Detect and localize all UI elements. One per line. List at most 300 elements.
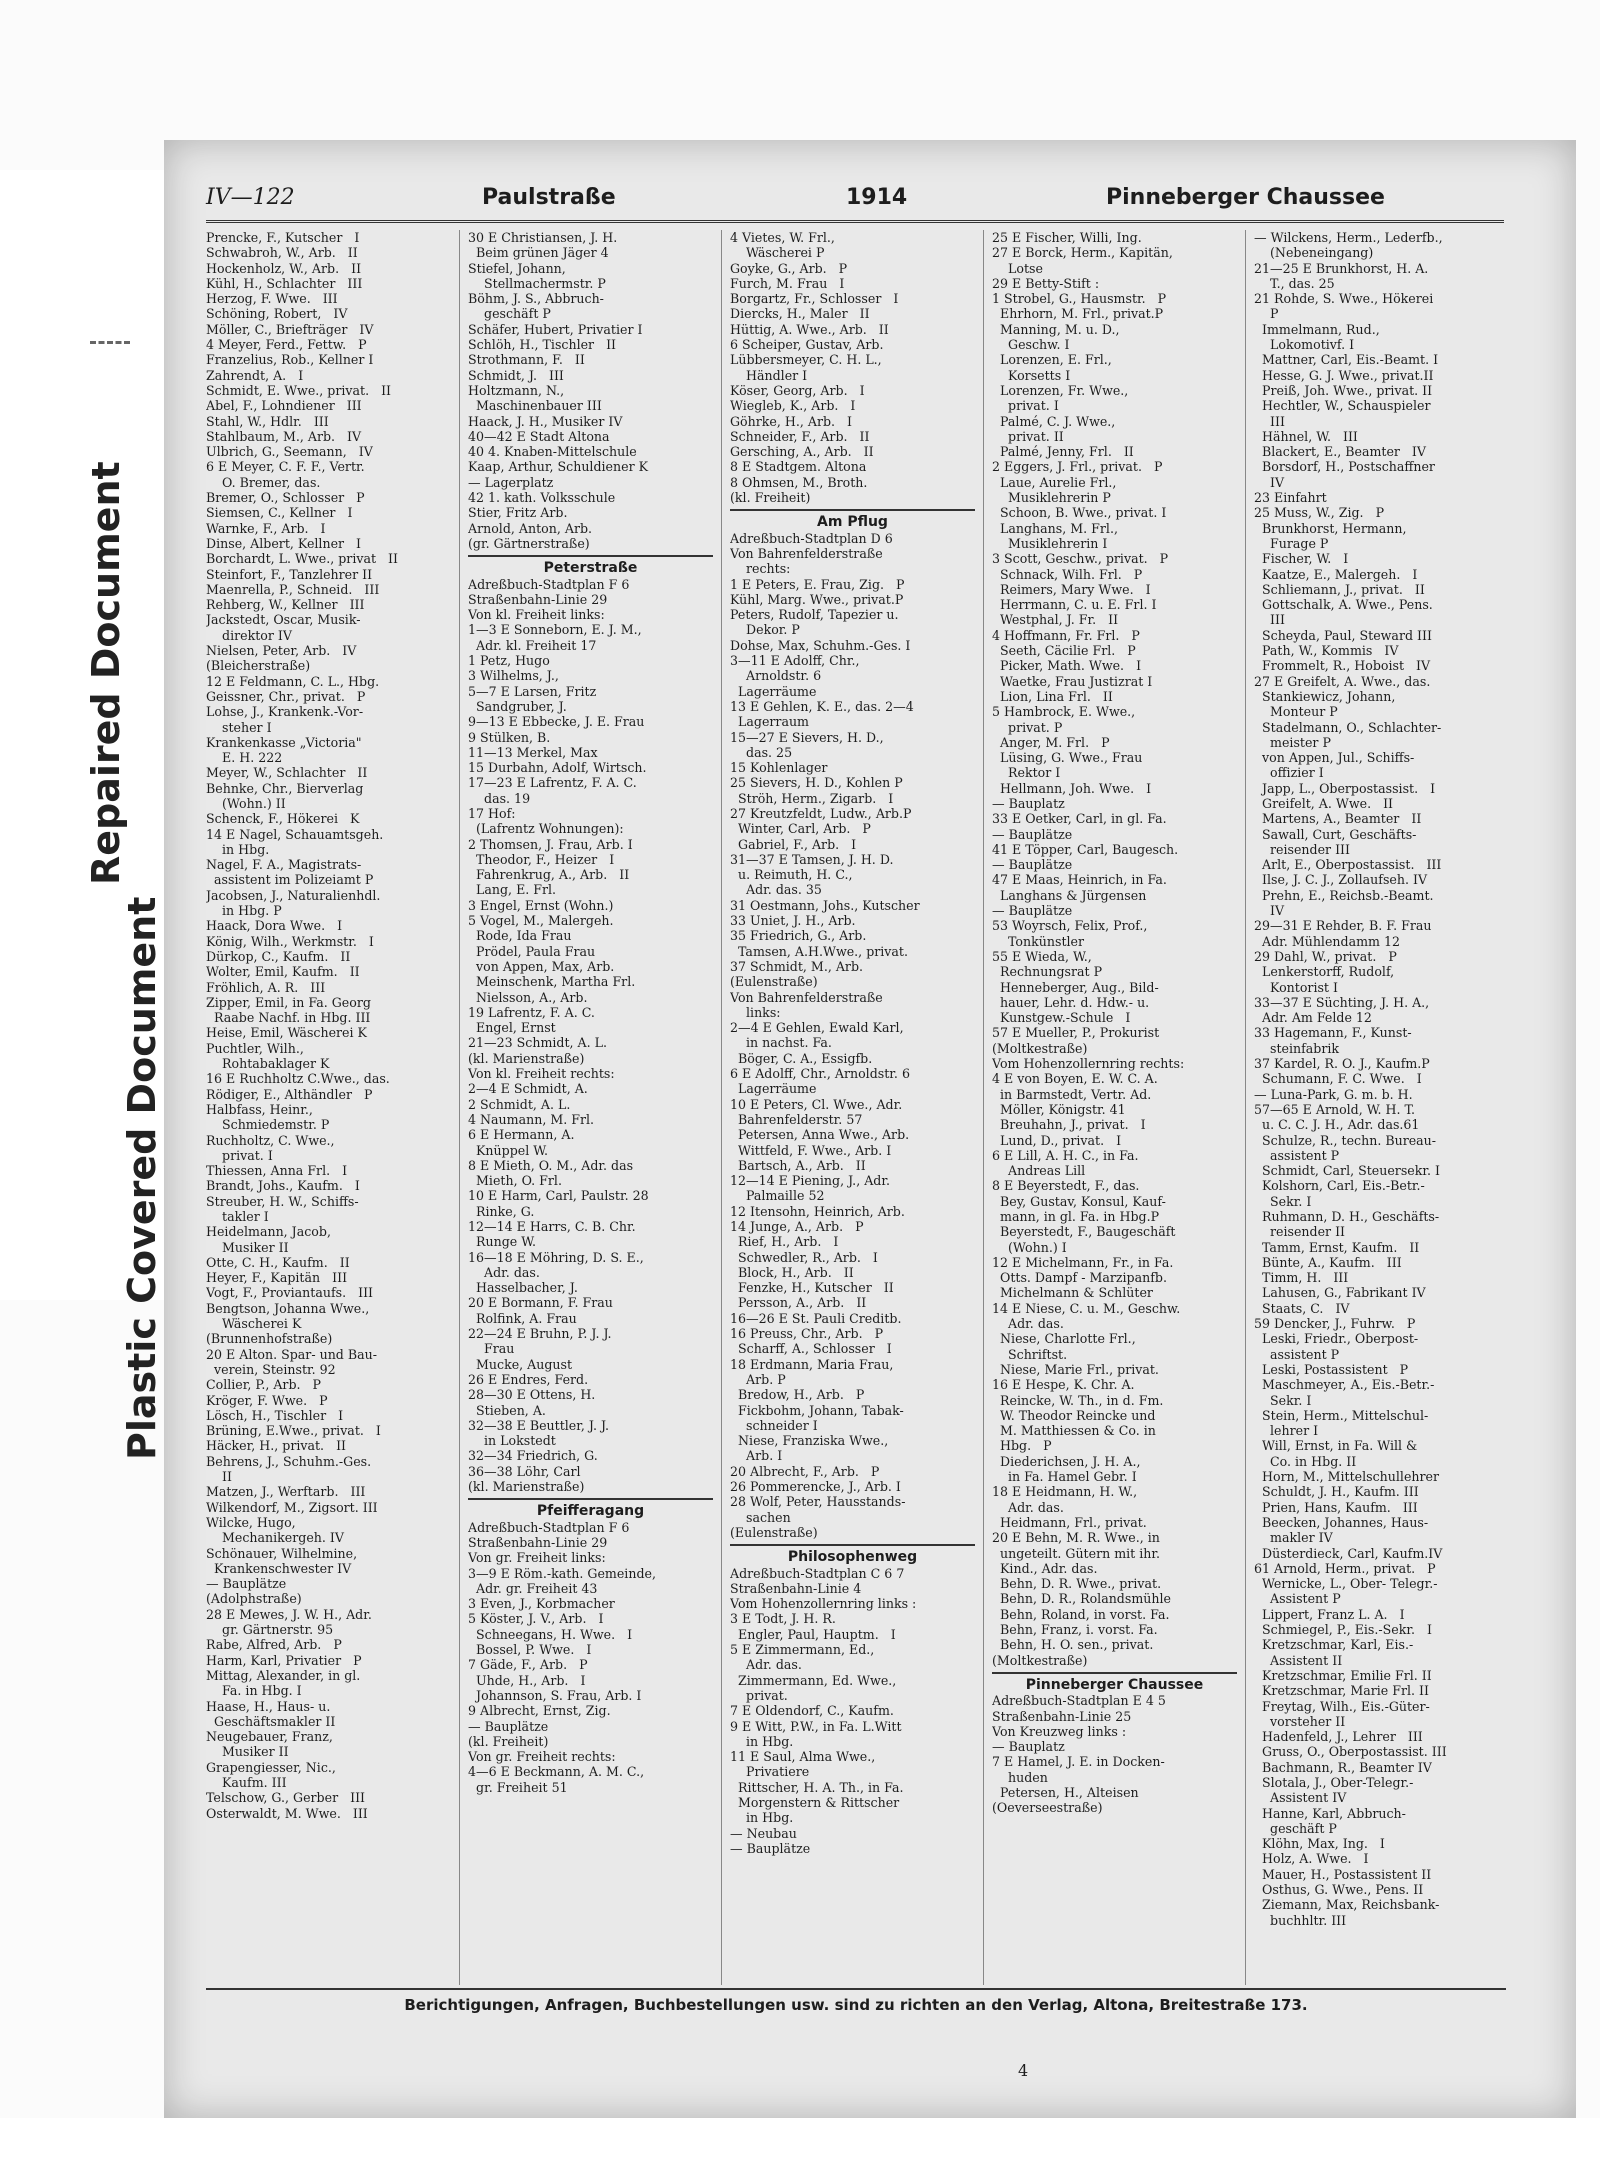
directory-entry: Prencke, F., Kutscher I: [206, 230, 360, 245]
directory-entry: Fenzke, H., Kutscher II: [730, 1280, 894, 1296]
directory-entry: Kunstgew.-Schule I: [992, 1010, 1131, 1026]
directory-entry: 9 E Witt, P.W., in Fa. L.Witt: [730, 1718, 902, 1734]
directory-entry: Goyke, G., Arb. P: [730, 260, 848, 276]
column-divider: [1245, 230, 1246, 1985]
directory-entry: (gr. Gärtnerstraße): [468, 535, 590, 551]
directory-entry: Runge W.: [468, 1234, 536, 1250]
directory-entry: Kröger, F. Wwe. P: [206, 1392, 328, 1408]
directory-entry: assistent P: [1254, 1147, 1340, 1163]
directory-entry: Freytag, Wilh., Eis.-Güter-: [1254, 1698, 1430, 1714]
directory-entry: schneider I: [730, 1417, 818, 1433]
directory-entry: 6 Scheiper, Gustav, Arb.: [730, 337, 884, 353]
section-rule: [468, 555, 713, 557]
directory-entry: Puchtler, Wilh.,: [206, 1040, 304, 1056]
directory-entry: Schmidt, Carl, Steuersekr. I: [1254, 1163, 1440, 1179]
directory-entry: 11—13 Merkel, Max: [468, 744, 598, 760]
directory-entry: — Bauplätze: [730, 1840, 811, 1856]
directory-entry: Hasselbacher, J.: [468, 1280, 578, 1296]
directory-entry: Böhm, J. S., Abbruch-: [468, 291, 604, 307]
directory-entry: Geschäftsmakler II: [206, 1713, 336, 1729]
directory-entry: Göhrke, H., Arb. I: [730, 413, 853, 429]
directory-entry: Maschmeyer, A., Eis.-Betr.-: [1254, 1377, 1435, 1393]
page-header: [206, 185, 1516, 225]
section-rule: [730, 1544, 975, 1546]
directory-entry: Kretzschmar, Karl, Eis.-: [1254, 1637, 1414, 1653]
directory-entry: Adr. das.: [468, 1264, 540, 1280]
directory-entry: Peters, Rudolf, Tapezier u.: [730, 607, 899, 623]
directory-entry: Osthus, G. Wwe., Pens. II: [1254, 1882, 1424, 1898]
directory-entry: Frommelt, R., Hoboist IV: [1254, 658, 1431, 674]
directory-entry: W. Theodor Reincke und: [992, 1407, 1156, 1423]
directory-entry: (Eulenstraße): [730, 974, 818, 990]
directory-entry: 13 E Gehlen, K. E., das. 2—4: [730, 698, 914, 714]
directory-entry: Düsterdieck, Carl, Kaufm.IV: [1254, 1545, 1443, 1561]
directory-entry: von Appen, Max, Arb.: [468, 958, 615, 974]
directory-entry: 40 4. Knaben-Mittelschule: [468, 444, 637, 460]
directory-entry: 7 E Hamel, J. E. in Docken-: [992, 1754, 1165, 1770]
directory-entry: 37 Kardel, R. O. J., Kaufm.P: [1254, 1056, 1430, 1072]
directory-entry: Geissner, Chr., privat. P: [206, 688, 366, 704]
directory-entry: Rohtabaklager K: [206, 1056, 330, 1072]
side-label-strip: [0, 170, 187, 1460]
directory-entry: 33 Hagemann, F., Kunst-: [1254, 1025, 1412, 1041]
page-number: IV—122: [206, 185, 295, 210]
directory-entry: 5—7 E Larsen, Fritz: [468, 683, 597, 699]
directory-entry: Maschinenbauer III: [468, 398, 602, 414]
directory-entry: Staats, C. IV: [1254, 1300, 1350, 1316]
directory-entry: 23 Einfahrt: [1254, 490, 1327, 506]
directory-entry: Reimers, Mary Wwe. I: [992, 581, 1151, 597]
directory-entry: Herzog, F. Wwe. III: [206, 291, 338, 307]
directory-entry: Stahl, W., Hdlr. III: [206, 413, 329, 429]
directory-entry: 9 Stülken, B.: [468, 729, 551, 745]
directory-entry: Thiessen, Anna Frl. I: [206, 1163, 348, 1179]
directory-entry: Path, W., Kommis IV: [1254, 643, 1399, 659]
directory-entry: Hähnel, W. III: [1254, 428, 1358, 444]
directory-entry: Palmé, Jenny, Frl. II: [992, 444, 1134, 460]
directory-entry: Schönauer, Wilhelmine,: [206, 1545, 358, 1561]
directory-entry: 3—9 E Röm.-kath. Gemeinde,: [468, 1565, 656, 1581]
directory-entry: 18 E Heidmann, H. W.,: [992, 1484, 1138, 1500]
directory-entry: (kl. Freiheit): [730, 490, 811, 506]
directory-entry: u. Reimuth, H. C.,: [730, 867, 853, 883]
directory-entry: 15 Durbahn, Adolf, Wirtsch.: [468, 760, 647, 776]
directory-entry: Hellmann, Joh. Wwe. I: [992, 780, 1152, 796]
directory-entry: 11 E Saul, Alma Wwe.,: [730, 1749, 876, 1765]
directory-entry: 29—31 E Rehder, B. F. Frau: [1254, 918, 1432, 934]
directory-entry: assistent P: [1254, 1346, 1340, 1362]
directory-entry: Borchardt, L. Wwe., privat II: [206, 551, 398, 567]
directory-entry: privat. I: [206, 1147, 273, 1163]
directory-entry: Osterwaldt, M. Wwe. III: [206, 1805, 368, 1821]
directory-entry: Straßenbahn-Linie 29: [468, 591, 608, 607]
directory-entry: 9—13 E Ebbecke, J. E. Frau: [468, 714, 645, 730]
directory-entry: Möller, C., Briefträger IV: [206, 321, 374, 337]
directory-entry: Köser, Georg, Arb. I: [730, 382, 865, 398]
directory-entry: (kl. Freiheit): [468, 1733, 549, 1749]
directory-entry: offizier I: [1254, 765, 1324, 781]
directory-entry: Ruchholtz, C. Wwe.,: [206, 1132, 335, 1148]
directory-entry: Michelmann & Schlüter: [992, 1285, 1153, 1301]
directory-entry: Arlt, E., Oberpostassist. III: [1254, 857, 1442, 873]
directory-entry: Telschow, G., Gerber III: [206, 1790, 366, 1806]
directory-entry: Lorenzen, E. Frl.,: [992, 352, 1112, 368]
column-2: [468, 230, 713, 1985]
directory-entry: Block, H., Arb. II: [730, 1264, 854, 1280]
directory-entry: Heidelmann, Jacob,: [206, 1224, 331, 1240]
directory-entry: Jackstedt, Oscar, Musik-: [206, 612, 361, 628]
directory-entry: 7 E Oldendorf, C., Kaufm.: [730, 1703, 894, 1719]
directory-entry: — Bauplatz: [992, 795, 1065, 811]
directory-entry: 20 Albrecht, F., Arb. P: [730, 1463, 880, 1479]
directory-entry: Von kl. Freiheit links:: [468, 607, 605, 623]
directory-entry: das. 25: [730, 744, 793, 760]
directory-entry: Lüsing, G. Wwe., Frau: [992, 750, 1143, 766]
directory-entry: Persson, A., Arb. II: [730, 1295, 867, 1311]
directory-entry: Von gr. Freiheit links:: [468, 1550, 606, 1566]
directory-entry: Bartsch, A., Arb. II: [730, 1157, 866, 1173]
directory-entry: Diederichsen, J. H. A.,: [992, 1453, 1141, 1469]
directory-entry: 4 E von Boyen, E. W. C. A.: [992, 1071, 1158, 1087]
column-1: [206, 230, 451, 1985]
directory-entry: Kolshorn, Carl, Eis.-Betr.-: [1254, 1178, 1425, 1194]
directory-entry: Co. in Hbg. II: [1254, 1453, 1357, 1469]
directory-entry: Kretzschmar, Marie Frl. II: [1254, 1683, 1429, 1699]
directory-entry: Stieben, A.: [468, 1402, 546, 1418]
directory-entry: Zimmermann, Ed. Wwe.,: [730, 1672, 897, 1688]
directory-entry: III: [1254, 612, 1285, 628]
directory-entry: Seeth, Cäcilie Frl. P: [992, 643, 1136, 659]
directory-entry: Rode, Ida Frau: [468, 928, 572, 944]
directory-entry: in Hbg. P: [206, 903, 282, 919]
directory-entry: Leski, Friedr., Oberpost-: [1254, 1331, 1419, 1347]
directory-entry: 33 E Oetker, Carl, in gl. Fa.: [992, 811, 1167, 827]
directory-entry: Wilcke, Hugo,: [206, 1514, 296, 1530]
directory-entry: Diercks, H., Maler II: [730, 306, 870, 322]
directory-entry: 8 E Stadtgem. Altona: [730, 459, 867, 475]
directory-entry: Wäscherei K: [206, 1316, 302, 1332]
directory-entry: Schwedler, R., Arb. I: [730, 1249, 878, 1265]
directory-entry: Bossel, P. Wwe. I: [468, 1642, 592, 1658]
directory-entry: Von kl. Freiheit rechts:: [468, 1066, 615, 1082]
directory-entry: in Fa. Hamel Gebr. I: [992, 1469, 1137, 1485]
directory-page: [164, 140, 1576, 2118]
directory-entry: direktor IV: [206, 627, 292, 643]
directory-entry: Arnoldstr. 6: [730, 668, 822, 684]
directory-entry: Mieth, O. Frl.: [468, 1173, 562, 1189]
street-heading: Pinneberger Chaussee: [1025, 1676, 1204, 1693]
directory-entry: Beecken, Johannes, Haus-: [1254, 1514, 1429, 1530]
directory-entry: 2 Eggers, J. Frl., privat. P: [992, 459, 1163, 475]
directory-entry: Prehn, E., Reichsb.-Beamt.: [1254, 887, 1434, 903]
directory-entry: M. Matthiessen & Co. in: [992, 1423, 1156, 1439]
directory-entry: (Moltkestraße): [992, 1040, 1088, 1056]
directory-entry: 3—11 E Adolff, Chr.,: [730, 653, 860, 669]
directory-entry: II: [206, 1469, 232, 1485]
directory-entry: 4 Hoffmann, Fr. Frl. P: [992, 627, 1140, 643]
directory-entry: — Luna-Park, G. m. b. H.: [1254, 1086, 1413, 1102]
directory-entry: in Lokstedt: [468, 1433, 556, 1449]
directory-entry: Collier, P., Arb. P: [206, 1377, 321, 1393]
directory-entry: — Bauplätze: [992, 903, 1073, 919]
directory-entry: 20 E Bormann, F. Frau: [468, 1295, 613, 1311]
directory-entry: das. 19: [468, 790, 531, 806]
directory-entry: Adr. Mühlendamm 12: [1254, 933, 1401, 949]
directory-entry: Vogt, F., Proviantaufs. III: [206, 1285, 374, 1301]
directory-entry: — Bauplätze: [992, 826, 1073, 842]
directory-entry: Schlöh, H., Tischler II: [468, 337, 617, 353]
directory-entry: (Eulenstraße): [730, 1524, 818, 1540]
directory-entry: Matzen, J., Werftarb. III: [206, 1484, 366, 1500]
directory-entry: Beim grünen Jäger 4: [468, 245, 609, 261]
directory-entry: 33 Uniet, J. H., Arb.: [730, 913, 856, 929]
directory-entry: Behn, D. R., Rolandsmühle: [992, 1591, 1171, 1607]
directory-entry: Dohse, Max, Schuhm.-Ges. I: [730, 637, 911, 653]
directory-entry: 8 Ohmsen, M., Broth.: [730, 474, 868, 490]
directory-entry: 35 Friedrich, G., Arb.: [730, 928, 867, 944]
directory-entry: Adreßbuch-Stadtplan F 6: [468, 1519, 630, 1535]
directory-entry: Ströh, Herm., Zigarb. I: [730, 790, 894, 806]
directory-entry: Stadelmann, O., Schlachter-: [1254, 719, 1442, 735]
directory-entry: 3 Engel, Ernst (Wohn.): [468, 897, 614, 913]
section-rule: [992, 1672, 1237, 1674]
directory-entry: in Hbg.: [730, 1733, 794, 1749]
directory-entry: 53 Woyrsch, Felix, Prof.,: [992, 918, 1148, 934]
directory-entry: 36—38 Löhr, Carl: [468, 1463, 581, 1479]
directory-entry: (Moltkestraße): [992, 1652, 1088, 1668]
directory-entry: takler I: [206, 1209, 269, 1224]
directory-entry: Otte, C. H., Kaufm. II: [206, 1254, 350, 1270]
directory-entry: 2 Schmidt, A. L.: [468, 1096, 571, 1112]
directory-entry: vorsteher II: [1254, 1713, 1346, 1729]
directory-entry: (Nebeneingang): [1254, 245, 1374, 261]
directory-entry: — Wilckens, Herm., Lederfb.,: [1254, 230, 1443, 245]
directory-entry: Schöning, Robert, IV: [206, 306, 348, 322]
directory-entry: Rabe, Alfred, Arb. P: [206, 1637, 342, 1653]
directory-entry: gr. Gärtnerstr. 95: [206, 1622, 334, 1638]
directory-entry: Musiklehrerin P: [992, 490, 1111, 506]
directory-entry: (kl. Marienstraße): [468, 1050, 585, 1066]
directory-entry: Adreßbuch-Stadtplan E 4 5: [992, 1693, 1166, 1709]
directory-entry: Meinschenk, Martha Frl.: [468, 974, 636, 990]
directory-entry: Timm, H. III: [1254, 1270, 1349, 1286]
directory-entry: Waetke, Frau Justizrat I: [992, 673, 1153, 689]
directory-entry: Schenck, F., Hökerei K: [206, 811, 360, 827]
directory-entry: Schäfer, Hubert, Privatier I: [468, 321, 643, 337]
directory-entry: huden: [992, 1769, 1048, 1785]
directory-entry: Rinke, G.: [468, 1203, 535, 1219]
directory-entry: 28 E Mewes, J. W. H., Adr.: [206, 1606, 372, 1622]
directory-entry: Bahrenfelderstr. 57: [730, 1111, 863, 1127]
directory-entry: Adr. das.: [730, 1657, 802, 1673]
directory-entry: Franzelius, Rob., Kellner I: [206, 352, 374, 368]
directory-entry: 2—4 E Schmidt, A.: [468, 1081, 588, 1097]
directory-entry: lehrer I: [1254, 1423, 1319, 1439]
directory-entry: Adr. Am Felde 12: [1254, 1010, 1372, 1026]
directory-entry: Adreßbuch-Stadtplan F 6: [468, 576, 630, 592]
directory-entry: Schmidt, J. III: [468, 367, 564, 383]
directory-entry: Stier, Fritz Arb.: [468, 505, 568, 521]
directory-entry: Sekr. I: [1254, 1193, 1312, 1209]
directory-entry: Strothmann, F. II: [468, 352, 585, 368]
directory-entry: Lagerraum: [730, 714, 810, 730]
directory-entry: Behnke, Chr., Bierverlag: [206, 780, 364, 796]
directory-entry: 12—14 E Harrs, C. B. Chr.: [468, 1219, 636, 1234]
directory-entry: Krankenschwester IV: [206, 1560, 352, 1576]
directory-entry: — Bauplätze: [468, 1718, 549, 1734]
directory-entry: Hechtler, W., Schauspieler: [1254, 398, 1431, 414]
directory-entry: Stiefel, Johann,: [468, 260, 566, 276]
directory-entry: 2 Thomsen, J. Frau, Arb. I: [468, 836, 633, 852]
directory-entry: Hockenholz, W., Arb. II: [206, 260, 362, 276]
directory-entry: privat.: [730, 1687, 788, 1703]
directory-entry: Lösch, H., Tischler I: [206, 1407, 344, 1423]
directory-entry: 1—3 E Sonneborn, E. J. M.,: [468, 622, 642, 638]
directory-entry: 61 Arnold, Herm., privat. P: [1254, 1560, 1436, 1576]
directory-entry: Tonkünstler: [992, 933, 1085, 949]
directory-entry: Maenrella, P., Schneid. III: [206, 581, 380, 597]
column-3: [730, 230, 975, 1985]
directory-entry: 25 Sievers, H. D., Kohlen P: [730, 775, 903, 791]
column-divider: [721, 230, 722, 1985]
directory-entry: Knüppel W.: [468, 1142, 548, 1158]
directory-entry: 19 Lafrentz, F. A. C.: [468, 1004, 595, 1020]
directory-entry: 7 Gäde, F., Arb. P: [468, 1657, 588, 1673]
directory-entry: Lorenzen, Fr. Wwe.,: [992, 382, 1129, 398]
directory-entry: Brüning, E.Wwe., privat. I: [206, 1423, 381, 1439]
directory-entry: Assistent II: [1254, 1652, 1343, 1668]
directory-entry: 17 Hof:: [468, 805, 516, 821]
directory-entry: Möller, Königstr. 41: [992, 1101, 1126, 1117]
directory-entry: Lahusen, G., Fabrikant IV: [1254, 1285, 1426, 1301]
directory-entry: Niese, Franziska Wwe.,: [730, 1433, 889, 1449]
column-divider: [459, 230, 460, 1985]
directory-entry: Fa. in Hbg. I: [206, 1683, 302, 1699]
directory-entry: steher I: [206, 719, 272, 735]
directory-entry: 12 E Michelmann, Fr., in Fa.: [992, 1254, 1174, 1270]
directory-entry: 21 Rohde, S. Wwe., Hökerei: [1254, 291, 1434, 307]
directory-entry: Lotse: [992, 260, 1043, 276]
directory-entry: 28 Wolf, Peter, Hausstands-: [730, 1494, 906, 1510]
directory-entry: Schmiedemstr. P: [206, 1117, 330, 1133]
directory-entry: Japp, L., Oberpostassist. I: [1254, 780, 1436, 796]
directory-entry: Nielsen, Peter, Arb. IV: [206, 643, 357, 659]
directory-entry: IV: [1254, 903, 1285, 919]
directory-entry: 4 Vietes, W. Frl.,: [730, 230, 835, 245]
directory-entry: Blackert, E., Beamter IV: [1254, 444, 1427, 460]
directory-entry: Privatiere: [730, 1764, 810, 1780]
page-content: [194, 185, 1514, 2080]
directory-entry: Stein, Herm., Mittelschul-: [1254, 1407, 1429, 1423]
directory-entry: rechts:: [730, 561, 791, 577]
directory-entry: makler IV: [1254, 1530, 1333, 1546]
directory-entry: 27 Kreutzfeldt, Ludw., Arb.P: [730, 805, 912, 821]
directory-entry: in Hbg.: [206, 841, 270, 857]
section-rule: [468, 1498, 713, 1500]
directory-entry: Böger, C. A., Essigfb.: [730, 1050, 873, 1066]
directory-entry: Bünte, A., Kaufm. III: [1254, 1254, 1402, 1270]
directory-entry: Will, Ernst, in Fa. Will &: [1254, 1438, 1418, 1454]
directory-entry: Schriftst.: [992, 1346, 1068, 1362]
directory-entry: Streuber, H. W., Schiffs-: [206, 1193, 359, 1209]
directory-entry: Klöhn, Max, Ing. I: [1254, 1836, 1385, 1852]
directory-entry: Henneberger, Aug., Bild-: [992, 979, 1159, 995]
directory-entry: Wiegleb, K., Arb. I: [730, 398, 856, 414]
directory-entry: 5 Vogel, M., Malergeh.: [468, 913, 614, 929]
directory-entry: Behrens, J., Schuhm.-Ges.: [206, 1453, 372, 1469]
directory-entry: O. Bremer, das.: [206, 474, 321, 490]
directory-entry: Anger, M. Frl. P: [992, 734, 1110, 750]
directory-entry: E. H. 222: [206, 750, 283, 766]
directory-entry: Kaatze, E., Malergeh. I: [1254, 566, 1418, 582]
directory-entry: (Brunnenhofstraße): [206, 1331, 333, 1347]
directory-entry: Hüttig, A. Wwe., Arb. II: [730, 321, 889, 337]
directory-entry: Lion, Lina Frl. II: [992, 688, 1113, 704]
directory-entry: Wittfeld, F. Wwe., Arb. I: [730, 1142, 892, 1158]
directory-entry: 26 E Endres, Ferd.: [468, 1371, 589, 1387]
directory-entry: Fröhlich, A. R. III: [206, 979, 326, 995]
directory-entry: Petersen, Anna Wwe., Arb.: [730, 1127, 910, 1143]
directory-entry: Furage P: [1254, 535, 1329, 551]
directory-entry: Hadenfeld, J., Lehrer III: [1254, 1729, 1423, 1745]
directory-entry: — Bauplätze: [206, 1576, 287, 1592]
directory-entry: Langhans & Jürgensen: [992, 887, 1147, 903]
directory-entry: steinfabrik: [1254, 1040, 1340, 1056]
directory-entry: III: [1254, 413, 1285, 429]
directory-entry: Rief, H., Arb. I: [730, 1234, 839, 1250]
directory-columns: [206, 230, 1506, 1985]
directory-entry: 1 Petz, Hugo: [468, 653, 550, 669]
directory-entry: Slotala, J., Ober-Telegr.-: [1254, 1774, 1414, 1790]
directory-entry: Herrmann, C. u. E. Frl. I: [992, 597, 1157, 613]
page-mark: 4: [1018, 2061, 1029, 2080]
directory-entry: 32—38 E Beuttler, J. J.: [468, 1417, 610, 1433]
street-heading: Philosophenweg: [787, 1549, 918, 1566]
header-street-right: Pinneberger Chaussee: [1106, 185, 1385, 210]
directory-entry: Horn, M., Mittelschullehrer: [1254, 1469, 1439, 1485]
directory-entry: Otts. Dampf - Marzipanfb.: [992, 1270, 1167, 1286]
directory-entry: Arnold, Anton, Arb.: [468, 520, 593, 536]
directory-entry: in Hbg.: [730, 1810, 794, 1826]
directory-entry: von Appen, Jul., Schiffs-: [1254, 750, 1415, 766]
directory-entry: 14 Junge, A., Arb. P: [730, 1219, 864, 1234]
directory-entry: Kaufm. III: [206, 1774, 287, 1790]
directory-entry: — Lagerplatz: [468, 474, 554, 490]
directory-entry: 8 E Beyerstedt, F., das.: [992, 1178, 1140, 1194]
directory-entry: Mittag, Alexander, in gl.: [206, 1667, 361, 1683]
directory-entry: 20 E Behn, M. R. Wwe., in: [992, 1530, 1160, 1546]
directory-entry: Warnke, F., Arb. I: [206, 520, 326, 536]
directory-entry: in Barmstedt, Vertr. Ad.: [992, 1086, 1152, 1102]
plastic-covered-document-label: Plastic Covered Document: [120, 896, 164, 1460]
directory-entry: Ziemann, Max, Reichsbank-: [1254, 1897, 1440, 1913]
directory-entry: geschäft P: [468, 306, 551, 322]
directory-entry: Uhde, H., Arb. I: [468, 1672, 586, 1688]
street-heading: Pfeifferagang: [536, 1503, 645, 1520]
directory-entry: Greifelt, A. Wwe. II: [1254, 795, 1394, 811]
directory-entry: T., das. 25: [1254, 275, 1335, 291]
directory-entry: Adr. das. 35: [730, 882, 822, 898]
repaired-document-label: Repaired Document: [84, 461, 128, 885]
directory-entry: König, Wilh., Werkmstr. I: [206, 933, 374, 949]
directory-entry: Häcker, H., privat. II: [206, 1438, 347, 1454]
directory-entry: 16 E Hespe, K. Chr. A.: [992, 1377, 1135, 1393]
directory-entry: Gabriel, F., Arb. I: [730, 836, 857, 852]
directory-entry: Straßenbahn-Linie 25: [992, 1708, 1132, 1724]
directory-entry: Tamm, Ernst, Kaufm. II: [1254, 1239, 1420, 1255]
directory-entry: 16 Preuss, Chr., Arb. P: [730, 1326, 884, 1342]
directory-entry: Ehrhorn, M. Frl., privat.P: [992, 306, 1164, 322]
